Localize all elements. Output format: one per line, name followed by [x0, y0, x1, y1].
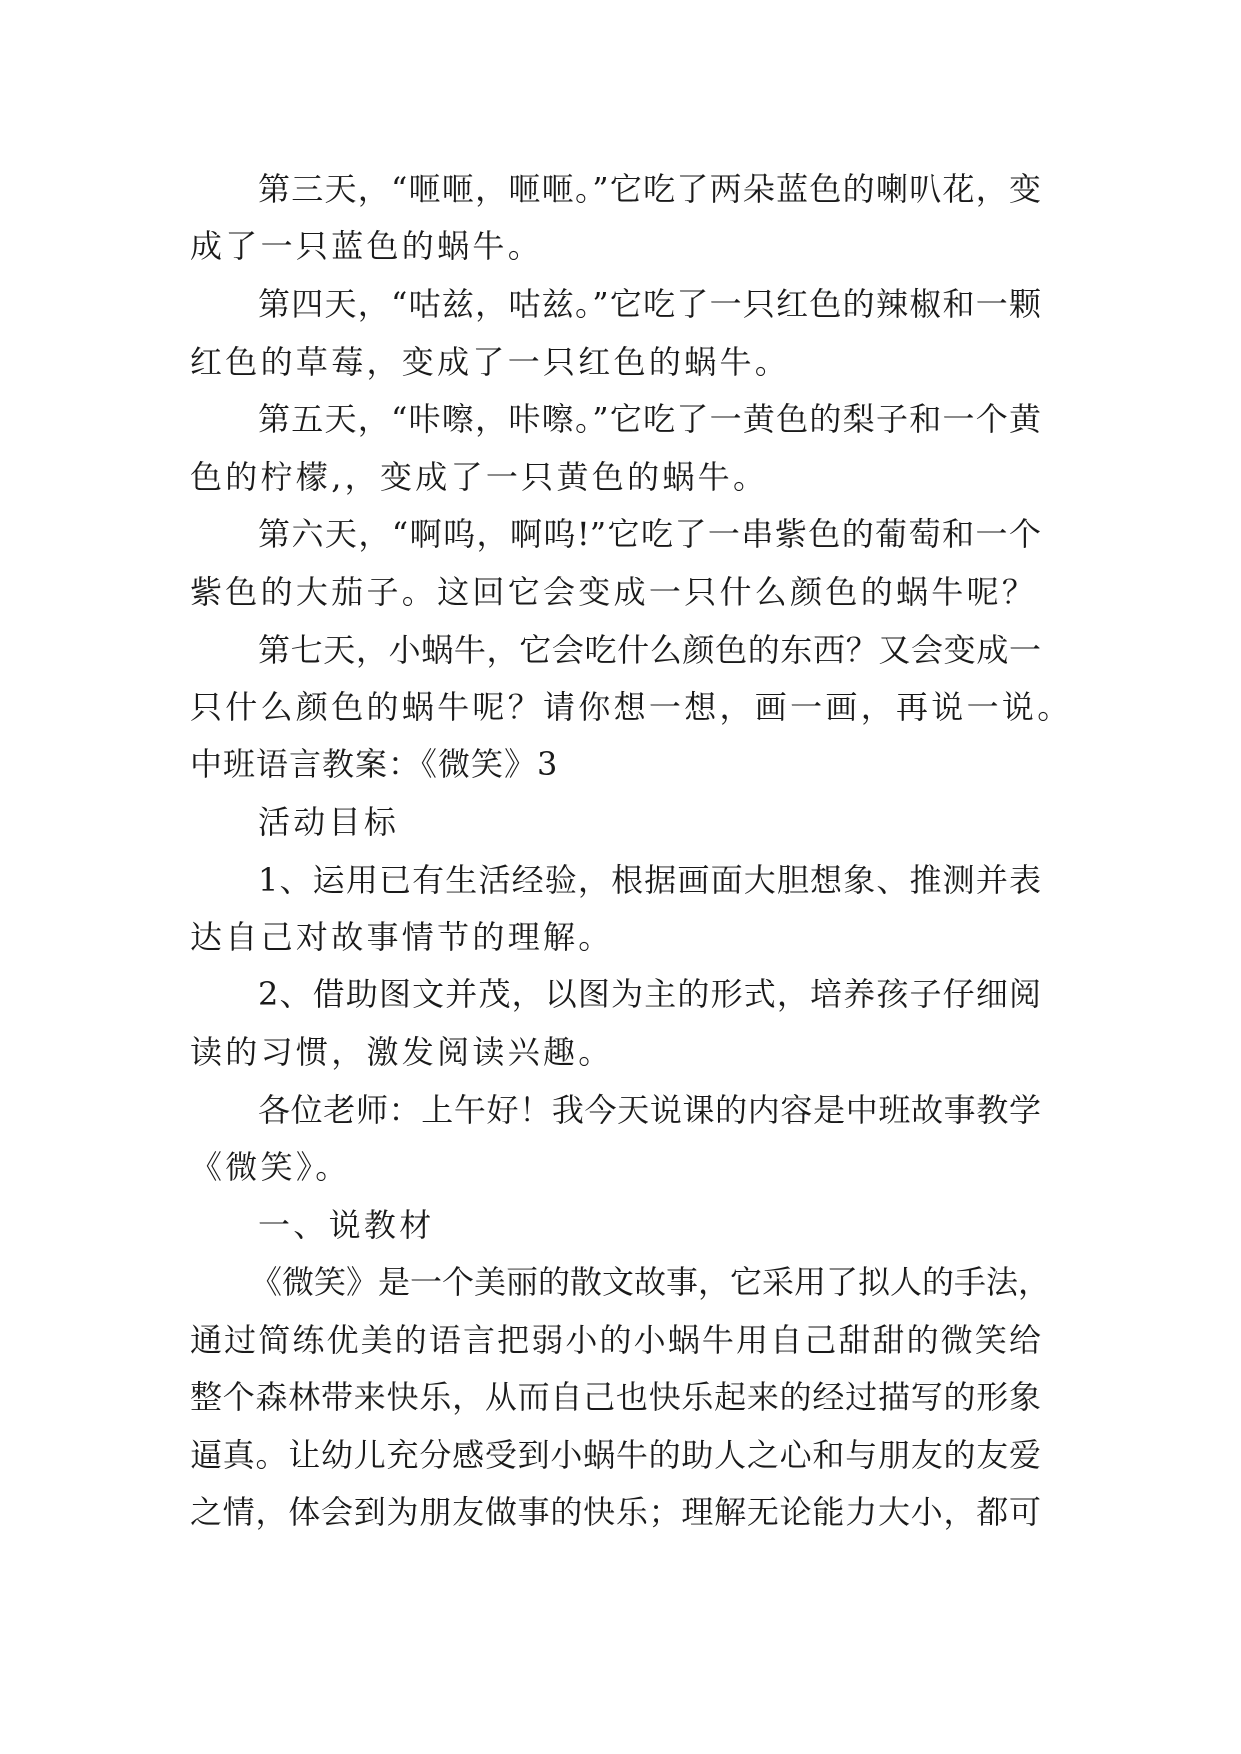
- text-line: 第三天，“咂咂，咂咂。”它吃了两朵蓝色的喇叭花，变: [258, 170, 1041, 208]
- subheading: 活动目标: [258, 803, 400, 841]
- section-heading: 中班语言教案：《微笑》3: [190, 745, 559, 783]
- text-line: 第六天，“啊呜，啊呜!”它吃了一串紫色的葡萄和一个: [258, 515, 1041, 553]
- text-line: 第七天，小蜗牛，它会吃什么颜色的东西？又会变成一: [258, 631, 1041, 669]
- text-line: 1、运用已有生活经验，根据画面大胆想象、推测并表: [258, 861, 1041, 899]
- text-line: 之情，体会到为朋友做事的快乐；理解无论能力大小，都可: [190, 1493, 1041, 1531]
- text-line: 2、借助图文并茂，以图为主的形式，培养孩子仔细阅: [258, 975, 1041, 1013]
- text-line: 通过简练优美的语言把弱小的小蜗牛用自己甜甜的微笑给: [190, 1321, 1041, 1359]
- text-line: 紫色的大茄子。这回它会变成一只什么颜色的蜗牛呢？: [190, 573, 1038, 611]
- text-line: 整个森林带来快乐，从而自己也快乐起来的经过描写的形象: [190, 1378, 1041, 1416]
- text-line: 成了一只蓝色的蜗牛。: [190, 227, 544, 265]
- text-line: 《微笑》。: [190, 1148, 351, 1186]
- text-line: 逼真。让幼儿充分感受到小蜗牛的助人之心和与朋友的友爱: [190, 1436, 1041, 1474]
- text-line: 《微笑》是一个美丽的散文故事，它采用了拟人的手法，: [250, 1263, 1051, 1301]
- text-line: 第五天，“咔嚓，咔嚓。”它吃了一黄色的梨子和一个黄: [258, 400, 1041, 438]
- text-line: 红色的草莓，变成了一只红色的蜗牛。: [190, 343, 791, 381]
- text-line: 第四天，“咕兹，咕兹。”它吃了一只红色的辣椒和一颗: [258, 285, 1041, 323]
- text-line: 各位老师：上午好！我今天说课的内容是中班故事教学: [258, 1091, 1041, 1129]
- subheading: 一、说教材: [258, 1206, 435, 1244]
- text-line: 色的柠檬,，变成了一只黄色的蜗牛。: [190, 458, 769, 496]
- text-line: 只什么颜色的蜗牛呢？请你想一想，画一画，再说一说。: [190, 688, 1073, 726]
- text-line: 达自己对故事情节的理解。: [190, 918, 614, 956]
- text-line: 读的习惯，激发阅读兴趣。: [190, 1033, 614, 1071]
